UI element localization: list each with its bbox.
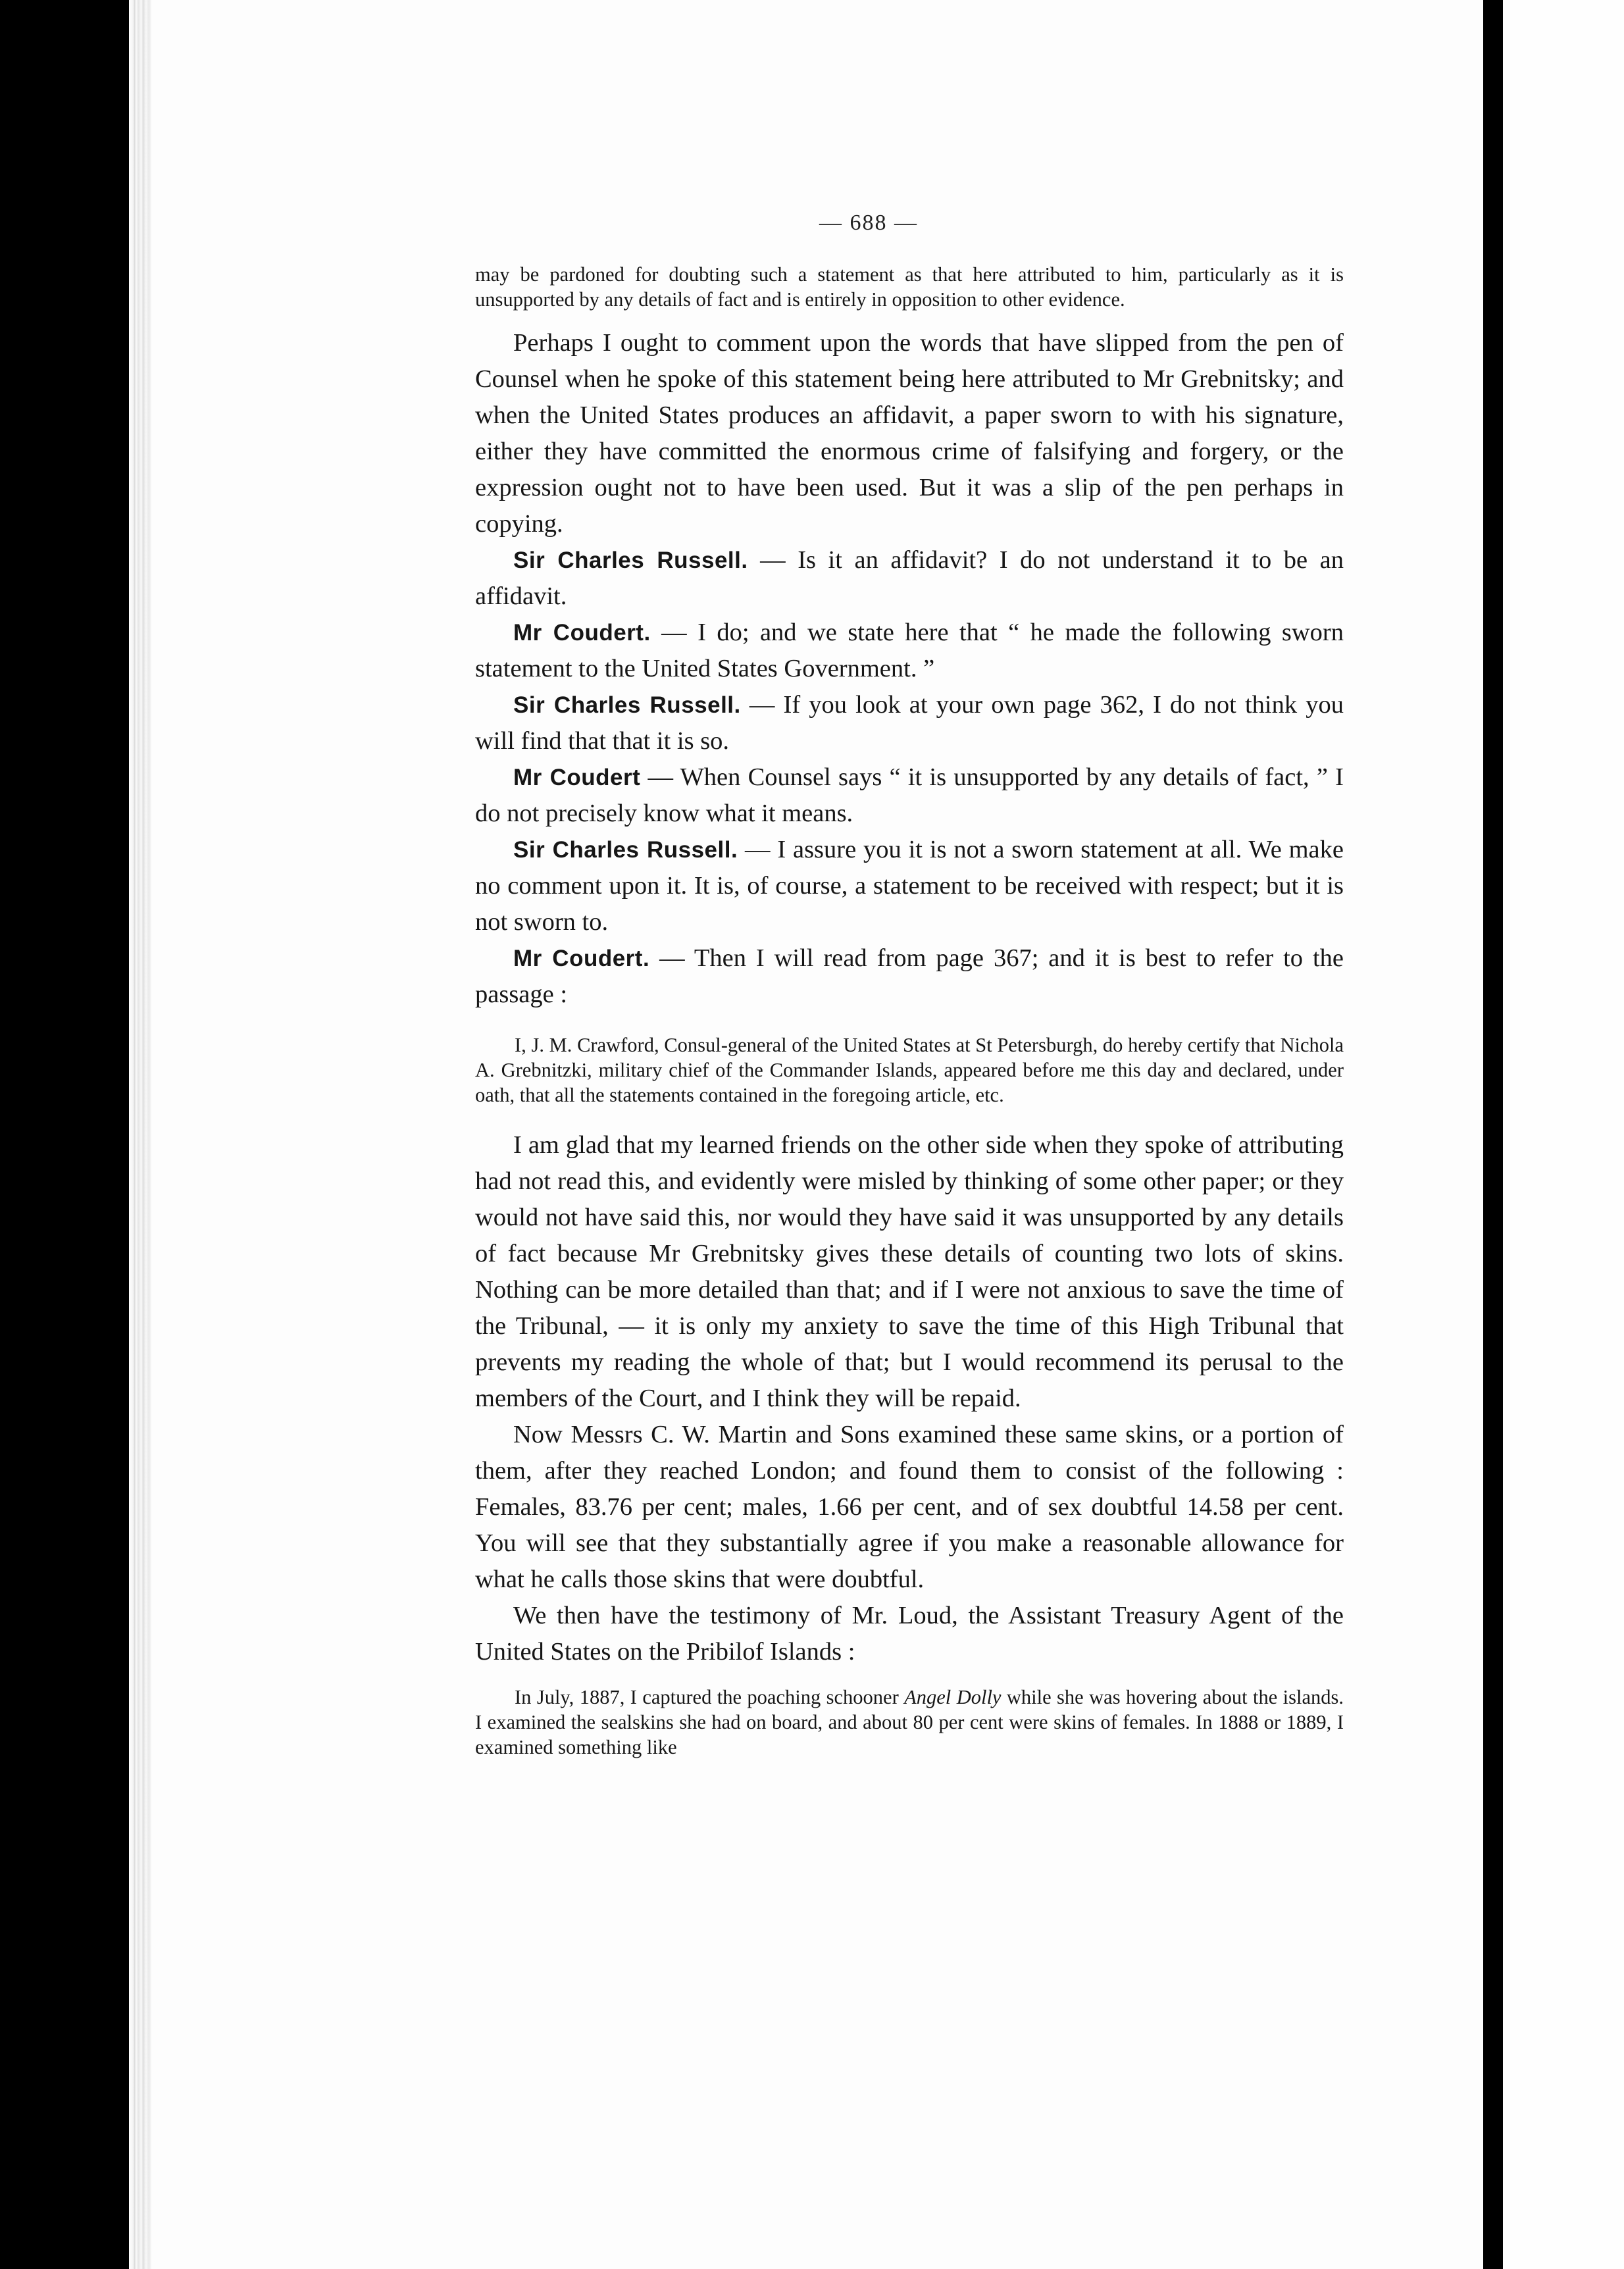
opening-paragraph: may be pardoned for doubting such a statement as that here attributed to him, particularly as it is unsupported by any details of fact and is entirely in opposition to other evidence.	[475, 263, 1344, 311]
speech-text: — If you look at your own page 362, I do not think you will find that that it is so.	[475, 691, 1344, 755]
speech-text: — I do; and we state here that “ he made the following sworn statement to the United States Government. ”	[475, 619, 1344, 682]
paragraph-testimony-loud: We then have the testimony of Mr. Loud, the Assistant Treasury Agent of the United States on the Pribilof Islands :	[475, 1602, 1344, 1666]
exchange-6	[475, 940, 1344, 1013]
scan-border-left	[0, 0, 140, 2269]
exchange-4	[475, 759, 1344, 832]
speaker-name: Sir Charles Russell.	[513, 692, 741, 718]
speaker-name: Mr Coudert.	[513, 946, 650, 971]
vessel-name: Angel Dolly	[904, 1686, 1002, 1708]
speech-text: — Then I will read from page 367; and it is best to refer to the passage :	[475, 944, 1344, 1008]
paragraph-martin-and-sons: Now Messrs C. W. Martin and Sons examined these same skins, or a portion of them, after they reached London; and found them to consist of the following : Females, 83.76 per cent; males, 1.66 per cent, and of sex doubtful 14.58 per cent. You will see that they substantially agree if you make a reasonable allowance for what he calls those skins that were doubtful.	[475, 1421, 1344, 1593]
quoted-testimony	[475, 1685, 1344, 1760]
quote-text-before: In July, 1887, I captured the poaching schooner	[515, 1686, 905, 1708]
page-edges	[129, 0, 153, 2269]
speech-text: — When Counsel says “ it is unsupported by any details of fact, ” I do not precisely know what it means.	[475, 763, 1344, 827]
facing-page-edge	[1503, 0, 1624, 2269]
exchange-2	[475, 615, 1344, 687]
page-body	[475, 262, 1344, 1779]
exchange-3	[475, 687, 1344, 759]
speech-text: — I assure you it is not a sworn statement at all. We make no comment upon it. It is, of course, a statement to be received with respect; but it is not sworn to.	[475, 836, 1344, 936]
paragraph-glad: I am glad that my learned friends on the other side when they spoke of attributing had not read this, and evidently were misled by thinking of some other paper; or they would not have said this, nor would they have said it was unsupported by any details of fact because Mr Grebnitsky gives these details of counting two lots of skins. Nothing can be more detailed than that; and if I were not anxious to save the time of the Tribunal, — it is only my anxiety to save the time of this High Tribunal that prevents my reading the whole of that; but I would recommend its perusal to the members of the Court, and I think they will be repaid.	[475, 1131, 1344, 1412]
paragraph-comment-on-counsel: Perhaps I ought to comment upon the words that have slipped from the pen of Counsel when he spoke of this statement being here attributed to Mr Grebnitsky; and when the United States produces an affidavit, a paper sworn to with his signature, either they have committed the enormous crime of falsifying and forgery, or the expression ought not to have been used. But it was a slip of the pen perhaps in copying.	[475, 329, 1344, 538]
page-number: — 688 —	[819, 211, 918, 235]
exchange-1	[475, 542, 1344, 615]
speaker-name: Mr Coudert.	[513, 620, 651, 646]
speaker-name: Mr Coudert	[513, 765, 641, 790]
speaker-name: Sir Charles Russell.	[513, 837, 738, 863]
quoted-certificate: I, J. M. Crawford, Consul-general of the United States at St Petersburgh, do hereby certify that Nichola A. Grebnitzki, military chief of the Commander Islands, appeared before me this day and declared, under oath, that all the statements contained in the foregoing article, etc.	[475, 1034, 1344, 1106]
speaker-name: Sir Charles Russell.	[513, 548, 748, 573]
quote-text-after: while she was hovering about the islands. I examined the sealskins she had on board, and about 80 per cent were skins of females. In 1888 or 1889, I examined something like	[475, 1686, 1344, 1758]
speech-text: — Is it an affidavit? I do not understand it to be an affidavit.	[475, 546, 1344, 610]
exchange-5	[475, 832, 1344, 940]
